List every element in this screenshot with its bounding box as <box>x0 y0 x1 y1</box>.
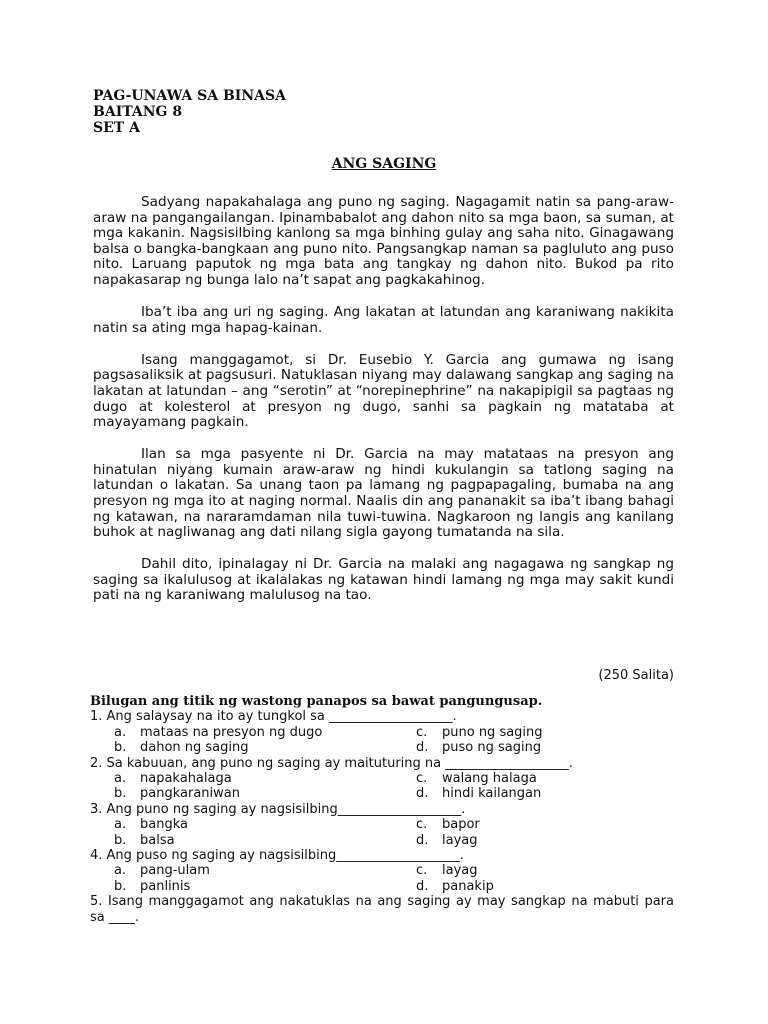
option-letter: c. <box>416 863 428 879</box>
option-a[interactable] <box>114 771 416 786</box>
option-c[interactable] <box>416 771 676 786</box>
option-letter: a. <box>114 724 127 740</box>
option-c[interactable] <box>416 817 676 832</box>
passage-paragraph-4: Ilan sa mga pasyente ni Dr. Garcia na may matataas na presyon ang hinatulan niyang kumain araw-araw ng hindi kukulangin sa tatlong saging na latundan o lakatan. Sa unang taon pa lamang ng pagpapagaling, bumaba na ang presyon ng mga ito at naging normal. Naalis din ang pananakit sa iba’t ibang bahagi ng katawan, na nararamdaman nila tuwi-tuwina. Nagkaroon ng langis ang kanilang buhok at nagliwanag ang dati nilang sigla gayong tumatanda na sila. <box>93 446 674 541</box>
question-5: 5. Isang manggagamot ang nakatuklas na ang saging ay may sangkap na mabuti para sa ____. <box>90 894 674 925</box>
option-letter: c. <box>416 724 428 740</box>
question-1: 1. Ang salaysay na ito ay tungkol sa ___________________. <box>90 709 457 725</box>
quiz-section <box>90 694 674 925</box>
option-b[interactable] <box>114 879 416 894</box>
option-letter: a. <box>114 771 127 787</box>
option-letter: b. <box>114 786 127 802</box>
option-text: puno ng saging <box>442 724 543 740</box>
option-text: balsa <box>140 832 175 848</box>
question-2: 2. Sa kabuuan, ang puno ng saging ay maituturing na ___________________. <box>90 755 573 771</box>
option-d[interactable] <box>416 833 676 848</box>
option-letter: b. <box>114 740 127 756</box>
option-text: panlinis <box>140 878 191 894</box>
option-b[interactable] <box>114 740 416 755</box>
option-letter: d. <box>416 786 429 802</box>
option-text: walang halaga <box>442 771 537 787</box>
option-letter: a. <box>114 817 127 833</box>
option-b[interactable] <box>114 786 416 801</box>
header-set: SET A <box>93 120 140 136</box>
passage-paragraph-2: Iba’t iba ang uri ng saging. Ang lakatan at latundan ang karaniwang nakikita natin sa ating mga hapag-kainan. <box>93 304 674 336</box>
option-d[interactable] <box>416 879 676 894</box>
option-letter: d. <box>416 878 429 894</box>
option-text: layag <box>442 863 478 879</box>
option-text: puso ng saging <box>442 740 542 756</box>
question-3-options <box>90 817 674 848</box>
story-title: ANG SAGING <box>331 156 437 172</box>
word-count: (250 Salita) <box>598 668 674 683</box>
question-4: 4. Ang puso ng saging ay nagsisilbing___________________. <box>90 848 464 864</box>
option-letter: d. <box>416 740 429 756</box>
option-text: panakip <box>442 878 494 894</box>
option-d[interactable] <box>416 786 676 801</box>
option-c[interactable] <box>416 863 676 878</box>
question-2-options <box>90 771 674 802</box>
option-text: bangka <box>140 817 188 833</box>
option-text: pangkaraniwan <box>140 786 240 802</box>
option-a[interactable] <box>114 725 416 740</box>
option-text: mataas na presyon ng dugo <box>140 724 323 740</box>
header-grade: BAITANG 8 <box>93 104 183 120</box>
option-b[interactable] <box>114 833 416 848</box>
worksheet-header <box>93 88 286 136</box>
option-letter: b. <box>114 832 127 848</box>
option-letter: d. <box>416 832 429 848</box>
question-3: 3. Ang puno ng saging ay nagsisilbing___________________. <box>90 801 466 817</box>
option-a[interactable] <box>114 817 416 832</box>
header-subject: PAG-UNAWA SA BINASA <box>93 88 286 104</box>
option-letter: c. <box>416 817 428 833</box>
option-text: pang-ulam <box>140 863 210 879</box>
passage-paragraph-5: Dahil dito, ipinalagay ni Dr. Garcia na malaki ang nagagawa ng sangkap ng saging sa ikalulusog at ikalalakas ng katawan hindi lamang ng mga may sakit kundi pati na ng karaniwang malulusog na tao. <box>93 556 674 604</box>
option-text: dahon ng saging <box>140 740 249 756</box>
passage-paragraph-1: Sadyang napakahalaga ang puno ng saging. Nagagamit natin sa pang-araw-araw na pangangailangan. Ipinambabalot ang dahon nito sa mga baon, sa suman, at mga kakanin. Nagsisilbing kanlong sa mga binhing gulay ang saha nito. Ginagawang balsa o bangka-bangkaan ang puno nito. Pangsangkap naman sa pagluluto ang puso nito. Laruang paputok ng mga bata ang tangkay ng dahon nito. Bukod pa rito napakasarap ng bunga lalo na’t sapat ang pagkakahinog. <box>93 194 674 288</box>
option-c[interactable] <box>416 725 676 740</box>
story-title-wrap <box>0 156 768 172</box>
reading-passage <box>93 195 674 621</box>
passage-paragraph-3: Isang manggagamot, si Dr. Eusebio Y. Garcia ang gumawa ng isang pagsasaliksik at pagsusuri. Natuklasan niyang may dalawang sangkap ang saging na lakatan at latundan – ang “serotin” at “norepinephrine” na nakapipigil sa pagtaas ng dugo at kolesterol at presyon ng dugo, sanhi sa pagkain ng matataba at mayayamang pagkain. <box>93 351 674 431</box>
option-letter: b. <box>114 878 127 894</box>
option-text: napakahalaga <box>140 771 232 787</box>
question-1-options <box>90 725 674 756</box>
option-d[interactable] <box>416 740 676 755</box>
option-letter: a. <box>114 863 127 879</box>
quiz-instruction: Bilugan ang titik ng wastong panapos sa bawat pangungusap. <box>90 694 543 709</box>
option-text: bapor <box>442 817 480 833</box>
option-letter: c. <box>416 771 428 787</box>
option-text: layag <box>442 832 478 848</box>
option-text: hindi kailangan <box>442 786 542 802</box>
option-a[interactable] <box>114 863 416 878</box>
question-4-options <box>90 863 674 894</box>
